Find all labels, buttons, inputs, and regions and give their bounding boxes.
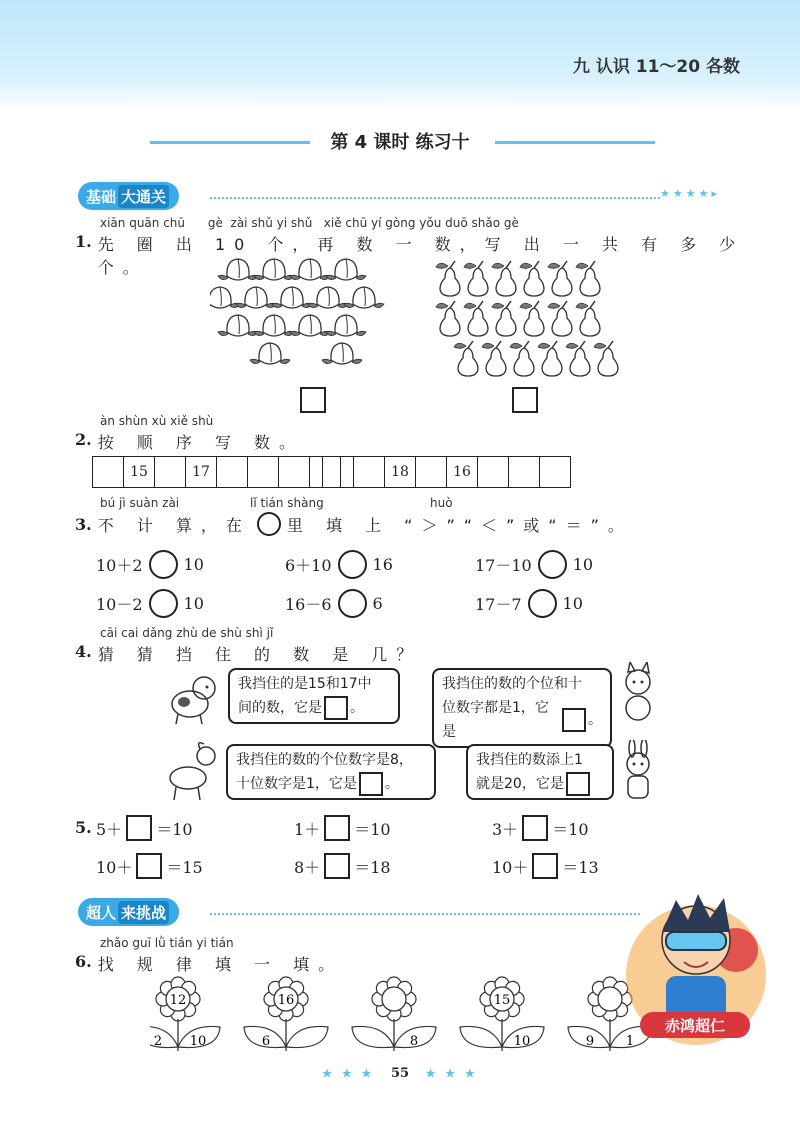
sequence-cell[interactable] [279,457,310,487]
q3-pinyin-c: huò [430,496,453,510]
flower-right-leaf-number: 10 [189,1034,207,1049]
footer-stars-right: ★ ★ ★ [425,1067,478,1080]
flower [352,977,436,1051]
q5-item-1: 5＋ ＝10 [96,815,193,841]
q1-answer-left[interactable] [300,387,326,413]
bubble-answer-box[interactable] [562,708,586,732]
peach [290,315,330,336]
sequence-cell: 15 [124,457,155,487]
flower-center-number: 16 [277,993,295,1008]
q3-line [75,512,633,536]
compare-circle[interactable] [149,550,178,579]
section-stars: ★★★★▸ [660,187,720,200]
flower-center-number: 15 [493,993,511,1008]
pear [436,261,460,296]
section-badge-challenge: 超人 来挑战 [78,898,179,926]
sequence-cell[interactable] [155,457,186,487]
q3-text-a: 不 计 算，在 [97,515,251,535]
bubble-answer-box[interactable] [324,696,348,720]
sequence-cell: 17 [186,457,217,487]
section-dotline-2 [210,913,640,915]
compare-circle[interactable] [149,589,178,618]
pear-group [436,261,618,376]
peach [344,287,384,308]
bubble-answer-box[interactable] [359,772,383,796]
q3-circle-symbol [257,512,281,536]
flower-left-leaf-number: 2 [153,1034,163,1049]
pear [454,341,478,376]
peach [326,315,366,336]
q5-answer-box[interactable] [522,815,548,841]
pear [520,261,544,296]
flower-right-leaf-number: 8 [409,1034,419,1049]
q6-number: 6. [75,952,92,971]
compare-circle[interactable] [538,550,567,579]
q4-number: 4. [75,642,92,661]
q4-pinyin: cāi cai dǎng zhù de shù shì jǐ [100,626,274,640]
peach [308,287,348,308]
compare-circle[interactable] [338,589,367,618]
pear [492,261,516,296]
flower-pattern [150,975,670,1055]
q5-item-2: 1＋ ＝10 [294,815,391,841]
peach [326,259,366,280]
q1-pinyin: xiān quān chū gè zài shǔ yi shǔ xiě chū yí gòng yǒu duō shǎo gè [100,216,519,230]
q3-item-6: 17－7 10 [475,589,583,618]
flower [460,977,544,1051]
speech-bubble-1: 我挡住的是15和17中 间的数，它是 。 [228,668,400,724]
flower-right-leaf-number: 10 [513,1034,531,1049]
q3-pinyin-a: bú jì suàn zài [100,496,180,510]
pear [492,301,516,336]
superhero-mascot [606,880,776,1060]
q6-pinyin: zhǎo guī lǜ tián yi tián [100,936,234,950]
q3-pinyin-b: lǐ tián shàng [250,496,324,510]
q5-answer-box[interactable] [324,815,350,841]
q5-item-3: 3＋ ＝10 [492,815,589,841]
q5-item-5: 8＋ ＝18 [294,853,391,879]
sequence-cell: 16 [447,457,478,487]
q3-item-1: 10＋2 10 [96,550,204,579]
q1-text: 先 圈 出 10 个，再 数 一 数，写 出 一 共 有 多 少 个。 [97,235,745,277]
peach-group [210,259,384,364]
sequence-cell[interactable] [248,457,279,487]
peach [322,343,362,364]
fruit-illustration [210,258,630,383]
pear [548,261,572,296]
lesson-title: 第 4 课时 练习十 [330,132,470,153]
sequence-cell[interactable] [93,457,124,487]
q2-line [75,430,304,453]
bubble-answer-box[interactable] [566,772,590,796]
pear [576,301,600,336]
speech-bubble-2: 我挡住的数的个位和十 位数字都是1，它是 。 [432,668,612,748]
q6-line [75,952,343,975]
pear [594,341,618,376]
peach [218,315,258,336]
q3-item-5: 16－6 6 [285,589,383,618]
pear [464,261,488,296]
pear [538,341,562,376]
flower-left-leaf-number: 9 [585,1034,595,1049]
q2-number: 2. [75,430,92,449]
q5-answer-box[interactable] [126,815,152,841]
q1-answer-right[interactable] [512,387,538,413]
rabbit-illustration [612,740,664,802]
q5-answer-box[interactable] [324,853,350,879]
flower [150,977,220,1051]
section-dotline [210,197,660,199]
goat-illustration [160,740,222,802]
q4-line [75,642,421,665]
q5-number: 5. [75,818,92,837]
q2-pinyin: àn shùn xù xiě shù [100,414,214,428]
peach [218,259,258,280]
q3-item-2: 6＋10 16 [285,550,393,579]
sequence-cell[interactable] [509,457,540,487]
pear [520,301,544,336]
q5-item-6: 10＋ ＝13 [492,853,599,879]
speech-bubble-3: 我挡住的数的个位数字是8， 十位数字是1，它是 。 [226,744,436,800]
sequence-cell: 18 [385,457,416,487]
q2-sequence-right [322,456,571,488]
pear [436,301,460,336]
q5-answer-box[interactable] [532,853,558,879]
peach [254,315,294,336]
peach [290,259,330,280]
q5-item-4: 10＋ ＝15 [96,853,203,879]
q3-text-b: 里 填 上 “＞”“＜”或“＝”。 [286,515,633,535]
q6-text: 找 规 律 填 一 填。 [97,955,344,974]
mascot-banner-text: 赤鸿超仁 [664,1017,726,1035]
pear [510,341,534,376]
peach [272,287,312,308]
pear [566,341,590,376]
chapter-title: 九 认识 11～20 各数 [572,57,740,77]
q3-item-3: 17－10 10 [475,550,593,579]
peach [236,287,276,308]
pear [576,261,600,296]
footer-stars-left: ★ ★ ★ [322,1067,375,1080]
q3-number: 3. [75,514,92,534]
compare-circle[interactable] [338,550,367,579]
flower-left-leaf-number: 6 [261,1034,271,1049]
q3-item-4: 10－2 10 [96,589,204,618]
sequence-cell[interactable] [323,457,354,487]
pear [464,301,488,336]
compare-circle[interactable] [528,589,557,618]
dog-illustration [160,668,220,726]
speech-bubble-4: 我挡住的数添上1 就是20，它是 [466,744,614,800]
sequence-cell[interactable] [354,457,385,487]
page-number: 55 [390,1066,410,1081]
peach [254,259,294,280]
sequence-cell[interactable] [478,457,509,487]
sequence-cell[interactable] [416,457,447,487]
flower-right-leaf-number: 1 [625,1034,635,1049]
pear [548,301,572,336]
q1-number: 1. [75,232,92,251]
sequence-cell[interactable] [540,457,570,487]
pear [482,341,506,376]
sequence-cell[interactable] [217,457,248,487]
page-footer [0,1066,800,1081]
section-badge-basic: 基础 大通关 [78,182,179,210]
q5-answer-box[interactable] [136,853,162,879]
peach [210,287,240,308]
flower [244,977,328,1051]
q2-text: 按 顺 序 写 数。 [97,433,305,452]
q2-sequence-left [92,456,341,488]
peach [250,343,290,364]
cat-illustration [612,662,662,724]
flower-center-number: 12 [169,993,187,1008]
q4-text: 猜 猜 挡 住 的 数 是 几？ [97,645,422,664]
